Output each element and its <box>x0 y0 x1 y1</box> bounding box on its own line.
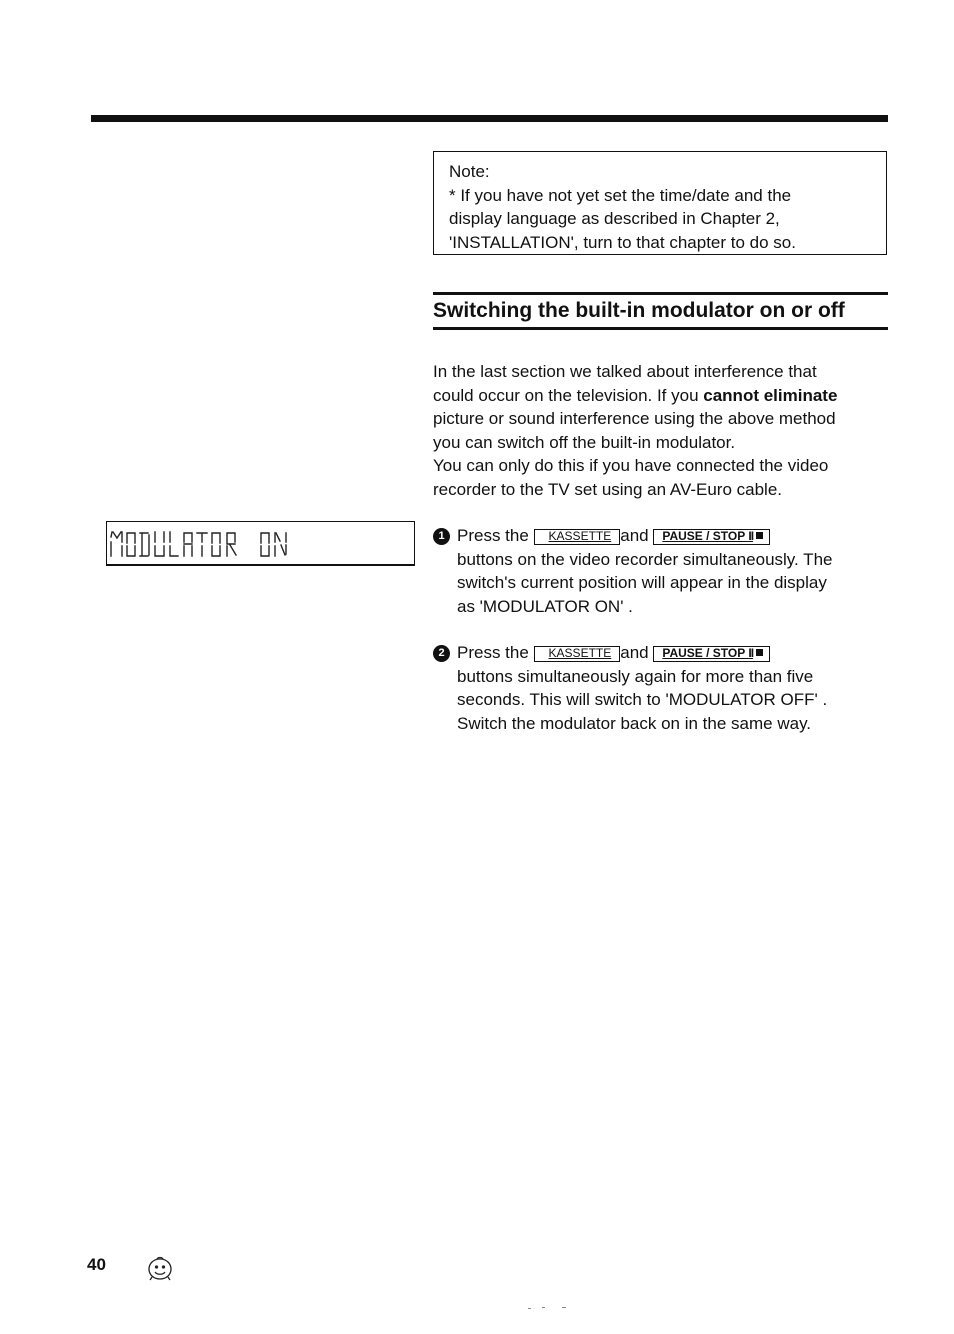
step-line: buttons simultaneously again for more than five <box>457 666 814 686</box>
stop-icon <box>756 532 763 539</box>
step-text <box>457 641 883 735</box>
note-line: display language as described in Chapter 2, <box>449 209 780 228</box>
step-joiner: and <box>620 643 649 662</box>
step-prefix: Press the <box>457 643 529 662</box>
step-joiner: and <box>620 526 649 545</box>
pause-stop-key <box>653 646 770 662</box>
step-line: buttons on the video recorder simultaneously. The <box>457 549 833 569</box>
step-line: as 'MODULATOR ON' . <box>457 596 633 616</box>
step-first-line <box>457 641 883 665</box>
intro-line: you can switch off the built-in modulator. <box>433 432 736 452</box>
step-line: Switch the modulator back on in the same way. <box>457 713 812 733</box>
step-line: switch's current position will appear in the display <box>457 573 827 592</box>
stop-icon <box>756 649 763 656</box>
intro-line: picture or sound interference using the above method <box>433 409 836 428</box>
intro-line: In the last section we talked about interference that <box>433 362 817 381</box>
intro-paragraph <box>433 360 883 501</box>
smiley-face-icon <box>146 1256 174 1282</box>
section-rule-top <box>433 292 888 295</box>
intro-line: recorder to the TV set using an AV-Euro cable. <box>433 479 783 499</box>
step-2 <box>433 641 883 735</box>
kassette-key: KASSETTE <box>534 529 621 545</box>
step-number-badge: 1 <box>433 528 450 545</box>
intro-line <box>433 384 883 408</box>
step-text <box>457 524 883 618</box>
step-line: seconds. This will switch to 'MODULATOR OFF' . <box>457 690 828 709</box>
pause-icon: II <box>748 529 754 543</box>
pause-stop-key <box>653 529 770 545</box>
intro-emphasis: cannot eliminate <box>703 385 838 405</box>
note-box <box>433 151 887 255</box>
step-number-badge: 2 <box>433 645 450 662</box>
kassette-key: KASSETTE <box>534 646 621 662</box>
section-rule-bottom <box>433 327 888 330</box>
display-readout <box>106 521 415 566</box>
step-1 <box>433 524 883 618</box>
note-line: * If you have not yet set the time/date and the <box>449 185 792 205</box>
page-number: 40 <box>87 1255 106 1274</box>
intro-line: You can only do this if you have connected the video <box>433 456 829 475</box>
segment-display-text <box>109 528 349 560</box>
note-heading: Note: <box>449 162 490 181</box>
section-title: Switching the built-in modulator on or off <box>433 299 845 322</box>
pause-icon: II <box>748 646 754 660</box>
scan-speck <box>542 1307 545 1308</box>
note-line: 'INSTALLATION', turn to that chapter to do so. <box>449 232 796 252</box>
scan-speck <box>528 1308 531 1309</box>
scan-speck <box>562 1307 566 1308</box>
step-first-line <box>457 524 883 548</box>
intro-text: could occur on the television. If you <box>433 385 704 405</box>
pause-stop-label: PAUSE / STOP <box>662 529 746 543</box>
pause-stop-label: PAUSE / STOP <box>662 646 746 660</box>
top-rule <box>91 115 888 122</box>
step-prefix: Press the <box>457 526 529 545</box>
